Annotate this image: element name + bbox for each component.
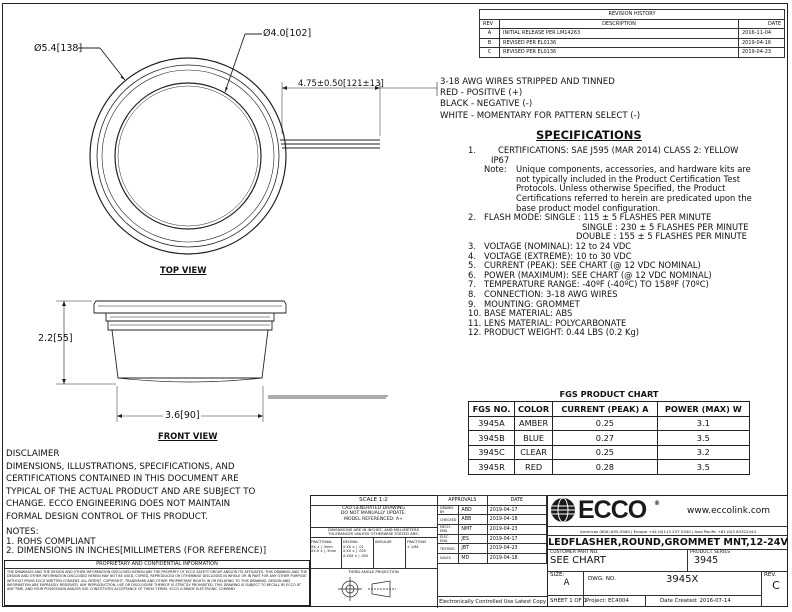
approval-row: MECH. ENG. NMT 2019-04-23 bbox=[438, 525, 547, 535]
approval-row: ELEC. ENG. JES 2019-04-17 bbox=[438, 534, 547, 544]
body-diameter-label: 3.6[90] bbox=[165, 410, 200, 421]
sheet-row: SHEET 1 OF 1 Project: EC4004 Date Created: 2016-07-14 bbox=[547, 595, 761, 607]
third-angle-label: THIRD ANGLE PROJECTION bbox=[310, 568, 437, 574]
approval-row: TESTING JBT 2019-04-23 bbox=[438, 544, 547, 554]
table-row: 3945R RED 0.28 3.5 bbox=[469, 460, 750, 475]
tolerance-table: FRACTIONAL XX ± | .5mm XX.X ± | .5mm DECIMAL X.XX ± | .01 X.XX ± | .005 X.XXX ± | .005 ANGULAR FRACTIONS ± 1/64 bbox=[310, 537, 437, 568]
ecco-logo: ECCO bbox=[578, 496, 647, 524]
specifications-list: 1. CERTIFICATIONS: SAE J595 (MAR 2014) CLASS 2: YELLOW IP67 Note: Unique components, accessories, and hardware kits are not typically included in the Product Certification Test Protocols. Unless otherwise Specified, the Product Certifications referred to herein are predicated upon the base product model configuration. 2. FLASH MODE: SINGLE : 115 ± 5 FLASHES PER MINUTE SINGLE : 230 ± 5 FLASHES PER MINUTE DOUBLE : 155 ± 5 FLASHES PER MINUTE 3. VOLTAGE (NOMINAL): 12 to 24 VDC 4. VOLTAGE (EXTREME): 10 to 30 VDC 5. CURRENT (PEAK): SEE CHART (@ 12 VDC NOMINAL) 6. POWER (MAXIMUM): SEE CHART (@ 12 VDC NOMINAL) 7. TEMPERATURE RANGE: -40ºF (-40ºC) TO 158ºF (70ºC) 8. CONNECTION: 3-18 AWG WIRES 9. MOUNTING: GROMMET 10. BASE MATERIAL: ABS 11. LENS MATERIAL: POLYCARBONATE 12. PRODUCT WEIGHT: 0.44 LBS (0.2 Kg) bbox=[468, 145, 752, 338]
customer-part: CUSTOMER PART NO. SEE CHART bbox=[547, 549, 687, 571]
revision-row: A INITIAL RELEASE PER LM14263 2016-11-04 bbox=[480, 29, 785, 39]
notes: NOTES: 1. ROHS COMPLIANT 2. DIMENSIONS IN INCHES[MILLIMETERS (FOR REFERENCE)] bbox=[6, 527, 267, 557]
electronically-controlled-note: Electronically Controlled Use Latest Copy bbox=[437, 596, 547, 608]
approval-row: CHECKED ABB 2019-04-18 bbox=[438, 515, 547, 525]
height-label: 2.2[55] bbox=[38, 333, 73, 344]
top-view-title: TOP VIEW bbox=[160, 265, 207, 275]
table-row: 3945C CLEAR 0.25 3.2 bbox=[469, 445, 750, 460]
tolerance-note: DIMENSIONS ARE IN INCHES, AND MILLIMETERS TOLERANCES UNLESS OTHERWISE STATED ARE: bbox=[310, 527, 437, 537]
third-angle-projection-icon bbox=[338, 575, 408, 603]
cad-note: CAD GENERATED DRAWING DO NOT MANUALLY UPDATE. MODEL REFERENCED: A+ bbox=[310, 505, 437, 527]
front-view-flange bbox=[94, 301, 286, 313]
contact-line: Americas (800) 635-5900 | Europe +44 (0)113 237 5340 | Asia Pacific +61 (0)3 83322444 bbox=[547, 526, 788, 536]
inner-diameter-label: Ø4.0[102] bbox=[263, 28, 312, 39]
rev-cell: REV. C bbox=[761, 571, 788, 607]
proprietary-block: PROPRIETARY AND CONFIDENTIAL INFORMATION THE DRAWINGS AND THE DESIGN AND OTHER INFORMATION DISCLOSED HEREIN ARE THE PROPERTY OF ECCO SAFETY GROUP AND/OR ITS AFFILIATES. THIS DRAWING AND THE DESIGN AND OTHER INFORMATION DISCLOSED HEREIN MAY NOT BE USED, COPIED, REPRODUCED OR OTHERWISE DISCLOSED IN WHOLE OR IN PART FOR ANY OTHER PURPOSE WITHOUT PRIOR ECCO WRITTEN CONSENT. ALL PATENT, COPYRIGHT, TRADEMARK AND OTHER PROPRIETARY RIGHTS IN OR RELATING TO THIS DRAWING, DESIGN AND INFORMATION ARE EXPRESSLY RESERVED. ANY REPRODUCTION, USE OR DISCLOSURE THEREOF IS STRICTLY PROHIBITED. THIS DRAWING IS SUBJECT TO RECALL BY ECCO AT ANY TIME, AND YOUR POSSESSION AND/OR USE CONSTITUTES ACCEPTANCE OF THESE TERMS. ECCO A BRADY ELECTRONIC COMPANY bbox=[4, 560, 310, 606]
product-chart-title: FGS PRODUCT CHART bbox=[559, 389, 659, 399]
dwg-number-cell: DWG. NO. 3945X bbox=[583, 571, 761, 595]
website: www.eccolink.com bbox=[687, 506, 771, 516]
product-series: PRODUCT SERIES 3945 bbox=[687, 549, 788, 571]
front-view-title: FRONT VIEW bbox=[158, 431, 218, 441]
approvals-blank bbox=[437, 564, 547, 596]
top-view-lens bbox=[115, 83, 261, 229]
part-title: LEDFLASHER,ROUND,GROMMET MNT,12-24V bbox=[548, 537, 788, 548]
date-header: DATE bbox=[739, 19, 785, 29]
approvals-table: APPROVALS DATE DRAWN BY ABD 2019-04-17 CHECKED ABB 2019-04-18 MECH. ENG. NMT 2019-04-23 ELEC. ENG. JES 2019-04-17 TESTING JBT 2019-04-23 SALES MD 2019-04-18 bbox=[437, 495, 547, 564]
description-header: DESCRIPTION bbox=[500, 19, 739, 29]
registered-mark: ® bbox=[654, 500, 660, 507]
approval-row: SALES MD 2019-04-18 bbox=[438, 554, 547, 564]
revision-row: B REVISED PER EL0136 2019-04-16 bbox=[480, 38, 785, 48]
approval-row: DRAWN BY ABD 2019-04-17 bbox=[438, 505, 547, 515]
top-view-outer-ring bbox=[90, 58, 286, 254]
wire-length-label: 4.75±0.50[121±13] bbox=[298, 79, 384, 89]
ecco-globe-icon bbox=[550, 497, 576, 523]
disclaimer: DISCLAIMER DIMENSIONS, ILLUSTRATIONS, SPECIFICATIONS, AND CERTIFICATIONS CONTAINED IN THIS DOCUMENT ARE TYPICAL OF THE ACTUAL PRODUCT AND ARE SUBJECT TO CHANGE. ECCO ENGINEERING DOES NOT MAINTAIN FORMAL DESIGN CONTROL OF THIS PRODUCT. bbox=[6, 449, 256, 522]
revision-row: C REVISED PER EL0136 2019-04-23 bbox=[480, 48, 785, 58]
rev-header: REV bbox=[480, 19, 500, 29]
scale: SCALE 1:2 bbox=[359, 497, 388, 503]
outer-diameter-label: Ø5.4[138] bbox=[34, 43, 83, 54]
size-cell: SIZE: A bbox=[547, 571, 583, 595]
table-row: 3945A AMBER 0.25 3.1 bbox=[469, 416, 750, 431]
wire-legend: 3-18 AWG WIRES STRIPPED AND TINNED RED - POSITIVE (+) BLACK - NEGATIVE (-) WHITE - MOMENTARY FOR PATTERN SELECT (-) bbox=[440, 77, 641, 121]
specifications-title: SPECIFICATIONS bbox=[536, 128, 642, 142]
table-row: 3945B BLUE 0.27 3.5 bbox=[469, 431, 750, 446]
revision-history-title: REVISION HISTORY bbox=[480, 10, 785, 20]
product-chart-table: FGS NO. COLOR CURRENT (PEAK) A POWER (MAX) W 3945A AMBER 0.25 3.1 3945B BLUE 0.27 3.5 3945C CLEAR 0.25 3.2 3945R RED 0.28 3.5 bbox=[468, 401, 750, 475]
